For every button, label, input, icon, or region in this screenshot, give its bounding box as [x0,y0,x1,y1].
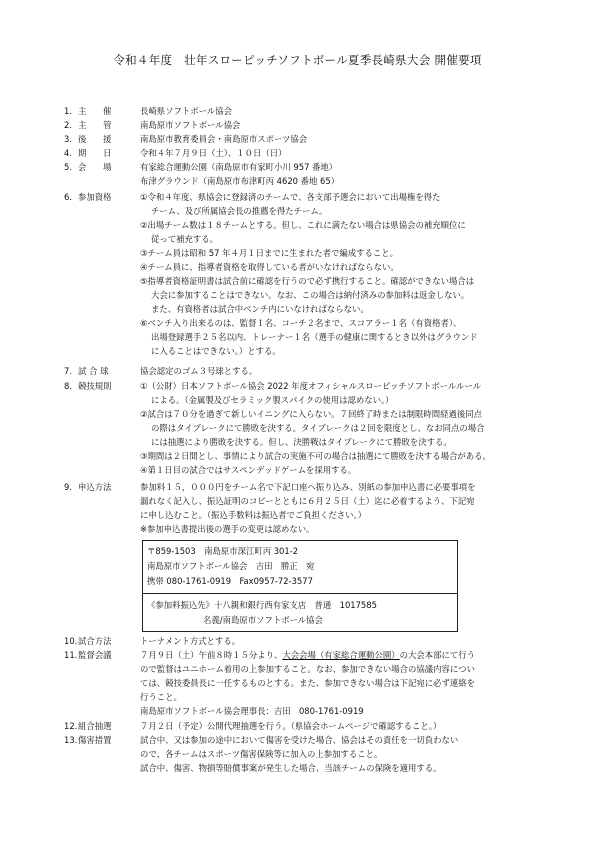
section-label: 後 援 [78,134,112,144]
box-divider [143,593,457,594]
section-number: 11. [64,650,78,660]
section-text: ②試合は７０分を過ぎて新しいイニングに入らない。７回終了時または制限時間経過後同点 [140,409,483,419]
meeting-venue: 大会会場（有家総合運動公園） [282,650,400,660]
section-text: 従って補充する。 [151,234,218,244]
section-text: また、有資格者は試合中ベンチ内にいなければならない。 [151,304,369,314]
section-text: 出場登録選手２５名以内、トレーナー１名（選手の健康に関するとき以外はグラウンド [151,332,478,342]
section-text: 試合中、傷害、物損等賠償事案が発生した場合、当該チームの保険を適用する。 [140,763,442,773]
bank-account: 《参加料振込先》十八親和銀行西有家支店 普通 1017585 [147,600,377,610]
section-text: 大会に参加することはできない。なお、この場合は納付済みの参加料は返金しない。 [151,290,470,300]
section-text: トーナメント方式とする。 [140,636,241,646]
section-text: ては、競技委員長に一任するものとする。また、参加できない場合は下記宛に必ず連絡を [140,678,475,688]
section-text: 行うこと。 [140,692,182,702]
section-text: ⑤指導者資格証明書は試合前に確認を行うので必ず携行すること。確認ができない場合は [140,276,475,286]
section-label: 組合抽選 [78,721,112,731]
section-text: ④第１日目の試合ではサスペンデッドゲームを採用する。 [140,465,357,475]
section-text: 令和４年７月９日（土）、１０日（日） [140,148,287,158]
section-number: 6. [64,192,72,202]
section-text: 試合中、又は参加の途中において傷害を受けた場合、協会はその責任を一切負わない [140,735,459,745]
section-text: 南島原市ソフトボール協会理事長：吉田 080-1761-0919 [140,706,364,716]
section-text: ので、各チームはスポーツ傷害保険等に加入の上参加すること。 [140,749,383,759]
contact-organization: 南島原市ソフトボール協会 吉田 勝正 宛 [147,561,315,571]
section-label: 競技規則 [78,381,112,391]
section-text: ③期間は２日間とし、事情により試合の実施不可の場合は抽選にて勝敗を決する場合がある。 [140,451,491,461]
section-number: 1. [64,106,72,116]
section-text: ７月２日（予定）公開代理抽選を行う。（県協会ホームページで確認すること。） [140,721,442,731]
section-text: ③チーム員は昭和 57 年４月１日までに生まれた者で編成すること。 [140,248,398,258]
section-text: の際はタイブレークにて勝敗を決する。タイブレークは２回を限度とし、なお同点の場合 [151,423,485,433]
section-number: 3. [64,134,72,144]
contact-phone-fax: 携帯 080-1761-0919 Fax0957-72-3577 [147,576,313,586]
contact-box [142,540,458,632]
meeting-time: ７月９日（土）午前８時１５分より、 [140,650,283,660]
section-number: 12. [64,721,78,731]
page-title: 令和４年度 壮年スローピッチソフトボール夏季長崎県大会 開催要項 [113,53,482,67]
section-text: には抽選により勝敗を決する。但し、決勝戦はタイブレークにて勝敗を決する。 [151,437,452,447]
section-number: 5. [64,162,72,172]
section-text: 有家総合運動公園（南島原市有家町小川 957 番地） [140,162,338,172]
section-label: 申込方法 [78,482,112,492]
section-text: ①令和４年度、県協会に登録済のチームで、各支部予選会において出場権を得た [140,192,441,202]
section-text: 南島原市ソフトボール協会 [140,120,241,130]
section-label: 試合方法 [78,636,112,646]
section-label: 参加資格 [78,192,112,202]
section-number: 4. [64,148,72,158]
section-number: 9. [64,482,72,492]
section-number: 7. [64,366,72,376]
section-number: 10. [64,636,78,646]
section-text: 長崎県ソフトボール協会 [140,106,232,116]
section-text: 協会認定のゴム３号球とする。 [140,366,258,376]
section-label: 監督会議 [78,650,112,660]
section-label: 主 管 [78,120,112,130]
section-label: 期 日 [78,148,112,158]
section-text: ②出場チーム数は１８チームとする。但し、これに満たない場合は県協会の補充順位に [140,220,466,230]
contact-address: 〒859-1503 南島原市深江町丙 301-2 [147,546,299,556]
section-number: 13. [64,735,78,745]
section-text: ④チーム員に、指導者資格を取得している者がいなければならない。 [140,262,399,272]
section-text: 参加料１５，０００円をチーム名で下記口座へ振り込み、別紙の参加申込書に必要事項を [140,482,476,492]
section-text [140,648,565,662]
section-text: 漏れなく記入し、振込証明のコピーとともに６月２５日（土）迄に必着するよう、下記宛 [140,496,475,506]
section-label: 試 合 球 [78,366,109,376]
section-text: に入ることはできない。）とする。 [151,346,281,356]
section-text: ので監督はユニホーム着用の上参加すること。なお、参加できない場合の協議内容につい [140,664,475,674]
section-number: 2. [64,120,72,130]
section-text: 南島原市教育委員会・南島原市スポーツ協会 [140,134,308,144]
section-text: ①（公財）日本ソフトボール協会 2022 年度オフィシャルスローピッチソフトボールルール [140,381,482,391]
section-label: 会 場 [78,162,112,172]
section-text: ⑥ベンチ入り出来るのは、監督１名、コーチ２名まで、スコアラー１名（有資格者）、 [140,318,462,328]
section-label: 傷害措置 [78,735,112,745]
section-label: 主 催 [78,106,112,116]
section-text: ※参加申込書提出後の選手の変更は認めない。 [140,524,315,534]
bank-account-holder: 名義/南島原市ソフトボール協会 [203,615,323,625]
section-text: による。（金属製及びセラミック製スパイクの使用は認めない。） [151,395,394,405]
section-number: 8. [64,381,72,391]
section-text: チーム、及び所属協会長の推薦を得たチーム。 [151,206,328,216]
section-text: に申し込むこと。（振込手数料は振込者でご負担ください。） [140,510,367,520]
meeting-place-suffix: の大会本部にて行う [399,650,475,660]
section-text: 布津グラウンド（南島原市布津町丙 4620 番地 65） [140,176,340,186]
